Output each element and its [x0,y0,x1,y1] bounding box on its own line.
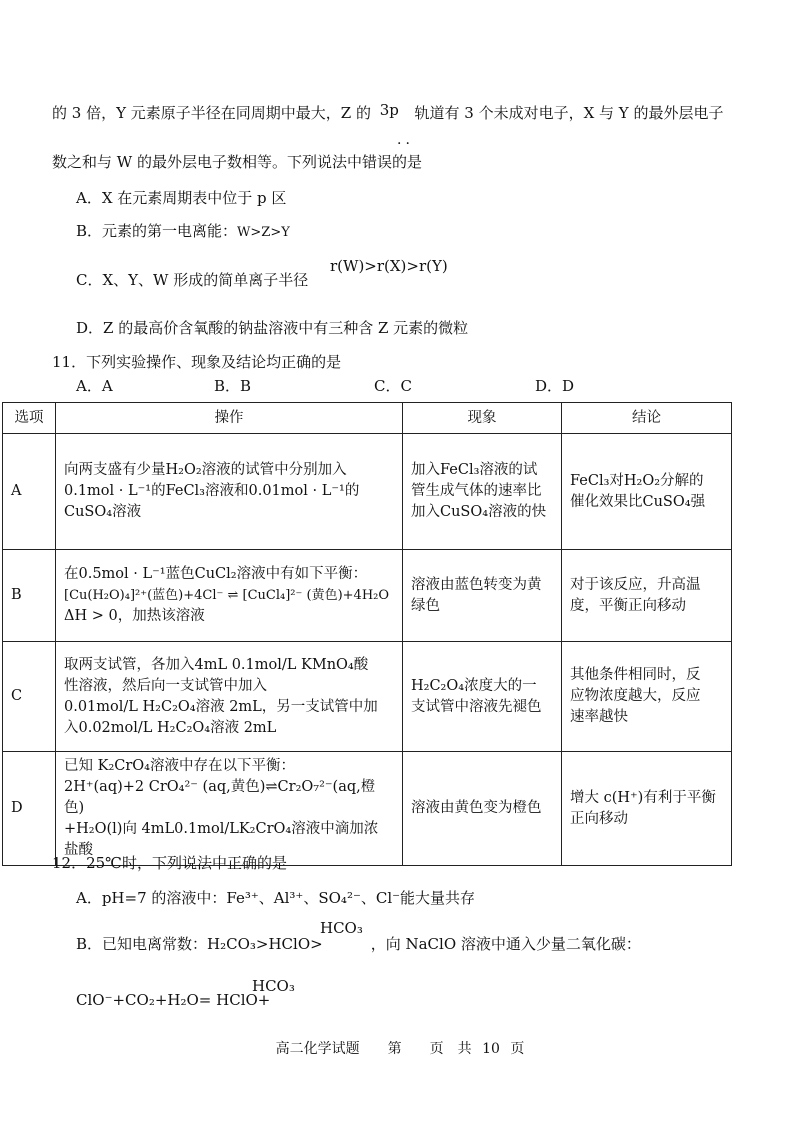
q12-b-prefix: B．已知电离常数：H₂CO₃>HClO> [76,935,323,953]
table-header-row [3,403,732,434]
concl-line: 对于该反应，升高温 [570,576,701,593]
q10-line2: 数之和与 W 的最外层电子数相等。下列说法中错误的是 [52,153,422,171]
concl-line: 增大 c(H⁺)有利于平衡 [570,789,716,806]
row-phenomenon [403,752,562,866]
table-row [3,550,732,642]
q11-choice-d: D．D [535,377,575,395]
op-line: 取两支试管，各加入4mL 0.1mol/L KMnO₄酸 [64,656,369,673]
header-conclusion: 结论 [562,403,732,434]
concl-line: 催化效果比CuSO₄强 [570,493,706,510]
row-phenomenon [403,434,562,550]
row-conclusion [562,752,732,866]
phen-line: 支试管中溶液先褪色 [411,698,542,715]
q12-b-suffix: ，向 NaClO 溶液中通入少量二氧化碳： [370,935,641,953]
page-footer: 高二化学试题 第 页 共 10 页 [275,1041,525,1057]
phen-line: 加入CuSO₄溶液的快 [411,504,547,520]
op-line: 在0.5mol · L⁻¹蓝色CuCl₂溶液中有如下平衡： [64,566,368,582]
table-row [3,642,732,752]
q11-stem: 11．下列实验操作、现象及结论均正确的是 [52,353,342,371]
op-line: 已知 K₂CrO₄溶液中存在以下平衡： [64,758,295,774]
q12-equation: ClO⁻+CO₂+H₂O= HClO+ [76,991,271,1009]
phen-line: 管生成气体的速率比 [411,483,542,499]
q10-option-b [76,221,290,243]
header-option: 选项 [3,403,56,434]
q11-choice-a: A．A [76,377,113,395]
q12-eq-formula: HCO₃ [252,977,295,995]
q11-choice-b: B．B [214,377,252,395]
experiment-table [2,402,732,866]
row-phenomenon [403,550,562,642]
row-operation [56,434,403,550]
orbital-label: 3p [379,101,399,119]
phen-line: H₂C₂O₄浓度大的一 [411,677,537,694]
row-phenomenon [403,642,562,752]
concl-line: 速率越快 [570,709,628,725]
concl-line: 度，平衡正向移动 [570,597,686,614]
header-operation: 操作 [56,403,403,434]
row-operation [56,752,403,866]
row-operation [56,642,403,752]
q12-stem: 12．25℃时，下列说法中正确的是 [52,854,287,872]
op-line: 0.01mol/L H₂C₂O₄溶液 2mL，另一支试管中加 [64,698,378,715]
op-line: 向两支盛有少量H₂O₂溶液的试管中分别加入 [64,462,347,478]
q11-choice-c: C．C [374,377,412,395]
q12-option-b [76,934,641,954]
table-row [3,752,732,866]
q10-line1 [52,103,723,123]
q10-line1-a: 的 3 倍，Y 元素原子半径在同周期中最大，Z 的 [52,104,371,122]
table-row [3,434,732,550]
row-conclusion [562,550,732,642]
concl-line: 正向移动 [570,810,628,827]
row-key: A [3,434,56,550]
op-line: 性溶液，然后向一支试管中加入 [64,677,267,694]
q12-b-formula: HCO₃ [320,919,363,937]
q10-option-c-formula: r(W)>r(X)>r(Y) [330,257,448,275]
row-key: C [3,642,56,752]
phen-line: 绿色 [411,597,440,614]
op-line: 0.1mol · L⁻¹的FeCl₃溶液和0.01mol · L⁻¹的 [64,483,360,499]
row-conclusion [562,434,732,550]
op-line: 盐酸 [64,842,93,858]
concl-line: 其他条件相同时，反 [570,667,701,683]
concl-line: 应物浓度越大，反应 [570,688,701,704]
phen-line: 溶液由蓝色转变为黄 [411,576,542,593]
row-conclusion [562,642,732,752]
q10-option-a: A．X 在元素周期表中位于 p 区 [76,189,287,207]
q10-option-d: D．Z 的最高价含氧酸的钠盐溶液中有三种含 Z 元素的微粒 [76,319,469,337]
op-line: CuSO₄溶液 [64,504,142,520]
phen-line: 溶液由黄色变为橙色 [411,800,542,816]
op-line: +H₂O(l)向 4mL0.1mol/LK₂CrO₄溶液中滴加浓 [64,821,379,837]
concl-line: FeCl₃对H₂O₂分解的 [570,472,704,489]
phen-line: 加入FeCl₃溶液的试 [411,462,538,478]
op-line: [Cu(H₂O)₄]²⁺(蓝色)+4Cl⁻ ⇌ [CuCl₄]²⁻ (黄色)+4H₂O [64,588,390,603]
op-line: 2H⁺(aq)+2 CrO₄²⁻ (aq,黄色)⇌Cr₂O₇²⁻(aq,橙色) [64,779,376,816]
q10-option-b-prefix: B．元素的第一电离能： [76,222,238,240]
q10-option-b-formula: W>Z>Y [237,225,290,240]
op-line: 入0.02mol/L H₂C₂O₄溶液 2mL [64,719,277,736]
row-operation [56,550,403,642]
header-phenomenon: 现象 [403,403,562,434]
emphasis-dots: ·· [397,136,414,152]
row-key: D [3,752,56,866]
op-line: ΔH > 0，加热该溶液 [64,608,205,624]
q10-option-c-prefix: C．X、Y、W 形成的简单离子半径 [76,271,309,289]
q10-line1-b: 轨道有 3 个未成对电子，X 与 Y 的最外层电子 [414,104,724,122]
row-key: B [3,550,56,642]
q12-option-a: A．pH=7 的溶液中：Fe³⁺、Al³⁺、SO₄²⁻、Cl⁻能大量共存 [76,889,476,907]
